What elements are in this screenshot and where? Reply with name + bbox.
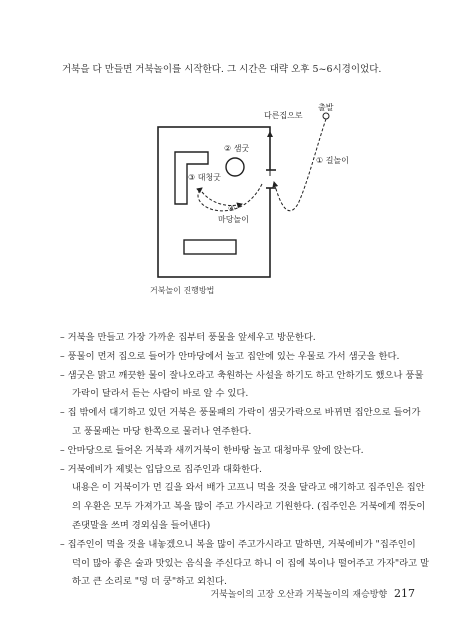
- body-text: [60, 329, 435, 592]
- body-line: – 안마당으로 들어온 거북과 새끼거북이 한바탕 놀고 대청마루 앞에 앉는다.: [60, 444, 364, 456]
- body-line: 의 우환은 모두 가져가고 복을 많이 주고 가시라고 기원한다. (집주인은 거북에게 꺾듯이: [72, 501, 426, 513]
- label-road: ① 길놀이: [316, 156, 349, 165]
- body-line: 가락이 달라서 듣는 사람이 바로 알 수 있다.: [72, 388, 249, 400]
- label-yard: 마당놀이: [218, 215, 249, 224]
- label-well: ② 샘굿: [224, 144, 250, 153]
- body-line: – 집주인이 먹을 것을 내놓겠으니 복을 많이 주고가시라고 말하면, 거북에비가 "집주인이: [60, 538, 416, 550]
- yard-return-path: [202, 192, 242, 206]
- running-title: 거북놀이의 고장 오산과 거북놀이의 재승방향: [210, 590, 388, 600]
- procession-diagram: [150, 103, 350, 302]
- well-circle: [226, 158, 244, 176]
- body-line: – 풍물이 먼저 집으로 들어가 안마당에서 놀고 집안에 있는 우물로 가서 샘굿을 한다.: [60, 350, 400, 362]
- body-line: – 거북을 만들고 가장 가까운 집부터 풍물을 앞세우고 방문한다.: [60, 332, 316, 343]
- figure-caption: 거북놀이 진행방법: [150, 286, 215, 295]
- label-gate: ③ 대청굿: [188, 173, 221, 182]
- label-next-house: 다른집으로: [264, 111, 303, 120]
- start-circle: [323, 113, 329, 119]
- label-yard-number: ④: [228, 204, 236, 213]
- body-line: 존댓말을 쓰며 경외심을 들어낸다): [72, 519, 211, 531]
- body-line: – 샘굿은 맑고 깨끗한 물이 잘나오라고 축원하는 사설을 하기도 하고 안하기도 했으나 풍물: [60, 369, 424, 381]
- body-line: – 거북에비가 제빛는 입담으로 집주인과 대화한다.: [60, 463, 262, 475]
- storage-building: [184, 240, 236, 254]
- diagram-drawing: [150, 112, 350, 302]
- label-start: 출발: [318, 103, 334, 112]
- body-line: – 집 밖에서 대기하고 있던 거북은 풍물패의 가락이 샘굿가락으로 바뀌면 집안으로 들어가: [60, 407, 421, 419]
- intro-paragraph: 거북을 다 만들면 거북놀이를 시작한다. 그 시간은 대략 오후 5~6시경이었다.: [62, 64, 382, 75]
- page-footer: [210, 587, 415, 600]
- body-line: 고 풍물패는 마당 한쪽으로 물러나 연주한다.: [72, 425, 252, 437]
- body-line: 덕이 많아 좋은 술과 맛있는 음식을 주신다고 하니 이 집에 복이나 떨어주고 가자"라고 말: [72, 557, 430, 569]
- body-line: 하고 큰 소리로 "덩 더 쿵"하고 외친다.: [72, 576, 227, 588]
- body-line: 내용은 이 거북이가 먼 길을 와서 배가 고프니 먹을 것을 달라고 얘기하고 집주인은 집안: [72, 482, 425, 494]
- page-number: 217: [394, 587, 415, 600]
